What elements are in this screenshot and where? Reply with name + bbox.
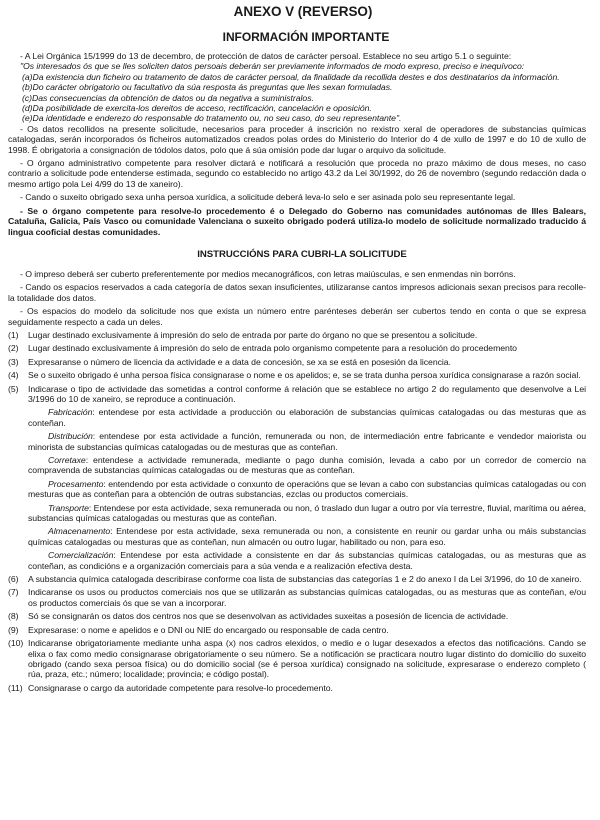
law-item-label: (c) [22,92,32,103]
numbered-instruction [8,357,586,367]
activity-text: : entendese por esta actividade a producción ou elaboración de substancias químicas catalogadas ou das mesturas que as conteñan. [28,407,586,428]
instruction-number: (9) [8,624,19,635]
activity-text: : entendese a actividade remunerada, mediante o pago dunha comisión, levada a cabo por un corredor de comercio na compravenda de substancias químicas catalogadas ou de mesturas que as conteñan. [28,455,586,476]
instruction-paragraph: - O impreso deberá ser cuberto preferentemente por medios mecanográficos, con letras maiúsculas, e sen enmendas nin borróns. [20,268,516,279]
activity-definition [8,431,586,452]
activity-term: Corretaxe [48,455,86,465]
activity-term: Procesamento [48,478,104,489]
info-paragraph: - Cando o suxeito obrigado sexa unha persoa xurídica, a solicitude deberá leva-lo selo e ser asinada polo seu representante legal. [20,192,516,203]
instructions-intro [8,269,586,327]
instruction-number: (7) [8,587,19,598]
law-item-text: Da posibilidade de exercita-los dereitos de acceso, rectificación, cancelación e oposición. [32,103,372,114]
numbered-instructions-top [8,330,586,404]
instruction-paragraph: - Os espacios do modelo da solicitude nos que exista un número entre parénteses deberán ser cubertos tendo en conta o que se expresa seguidamente respecto a cada un deles. [8,306,586,327]
numbered-instruction [8,611,586,621]
numbered-instruction [8,330,586,340]
numbered-instruction [8,370,586,380]
numbered-instruction [8,625,586,635]
law-item [8,72,586,82]
activity-term: Fabricación [48,407,93,418]
law-item-label: (d) [22,103,33,114]
instruction-number: (6) [8,574,19,585]
activity-definition [8,407,586,428]
law-item [8,113,586,123]
activity-definition [8,455,586,476]
instruction-number: (8) [8,611,19,622]
law-quote: "Os interesados ós que se lles soliciten datos persoais deberán ser previamente informados de modo expreso, preciso e inequívoco: [20,61,525,72]
info-bold-paragraph: - Se o órgano competente para resolve-lo procedemento é o Delegado do Goberno nas comunidades autónomas de Illes Balears, Cataluña, Galicia, País Vasco ou comunidade Valenciana o suxeito obrigado poderá utiliza-lo modelo de solicitude normalizado traducido á lingua cooficial destas comunidades. [8,205,586,237]
activity-text: : Entendese por esta actividade, sexa remunerada ou non, a consistente en reunir ou gardar unha ou máis substancias químicas catalogadas ou mesturas que as conteñan, nun almacén ou outro lugar, habilitado ou non, para eso. [28,526,586,547]
law-item-text: Da identidade e enderezo do responsable do tratamento ou, no seu caso, do seu representante". [32,113,402,124]
instruction-number: (11) [8,682,23,693]
activity-definitions [8,407,586,571]
numbered-instruction [8,574,586,584]
law-items-list [8,72,586,124]
law-item-text: Das consecuencias da obtención de datos ou da negativa a suministralos. [31,92,314,103]
numbered-instruction [8,384,586,405]
info-paragraphs [8,124,586,203]
instruction-number: (10) [8,638,24,649]
annex-title: ANEXO V (REVERSO) [233,4,373,19]
instructions-title: INSTRUCCIÓNS PARA CUBRI-LA SOLICITUDE [197,248,407,260]
instruction-text: Consignarase o cargo da autoridade competente para resolve-lo procedemento. [28,682,333,693]
instruction-text: Indicaranse os usos ou productos comerciais nos que se utilizarán as substancias químicas catalogadas, ou as mesturas que as conteñan, e/ou os productos comerciais ós que se van a incorporar. [28,587,586,608]
activity-definition [8,526,586,547]
activity-term: Transporte [48,502,89,513]
activity-text: : Entendese por esta actividade, sexa remunerada ou non, ó traslado dun lugar a outro por vía terrestre, fluvial, marítima ou aérea, substancias químicas catalogadas ou mesturas que as conteñan. [28,502,586,524]
instruction-text: Indicarase o tipo de actividade das sometidas a control conforme á relación que se establece no artigo 2 do regulamento que desenvolve a Lei 3/1996 do 10 de xaneiro, se reproduce a continuación. [28,383,586,404]
numbered-instructions-bottom [8,574,586,693]
instruction-number: (1) [8,329,19,340]
instruction-text: Lugar destinado exclusivamente á impresión do selo de entrada por parte do órgano no que se presentou a solicitude. [28,329,478,340]
instruction-number: (5) [8,383,19,394]
activity-text: : Entendese por esta actividade a consistente en dar ás substancias químicas catalogadas, ou as mesturas que as conteñan, as condicións e a organización comerciais para a súa venda e a realización efectiva desta. [28,550,586,571]
instruction-paragraph: - Cando os espacios reservados a cada categoría de datos sexan insuficientes, utilizaranse cantos impresos adicionais sexan precisos para recolle-la totalidade dos datos. [8,282,586,303]
instruction-text: Lugar destinado exclusivamente á impresión do selo de entrada polo organismo competente para a resolución do procedemento [28,343,517,354]
activity-definition [8,550,586,571]
instruction-number: (3) [8,356,19,367]
instruction-number: (4) [8,370,19,381]
numbered-instruction [8,683,586,693]
instruction-number: (2) [8,343,19,354]
law-item-label: (e) [22,113,33,124]
instruction-text: Indicaranse obrigatoriamente mediante unha aspa (x) nos cadros elexidos, o medio e o lugar desexados a efectos das notificacións. Cando se elixa o fax como medio consignarase obrigatoriamente o seu número. Se a notificación se practicara noutro lugar distinto do domicilio do suxeito obrigado (cando sexa persoa física) ou do domicilio social (se é persoa xurídica) consignado na solicitude, expresarase o enderezo completo ( rúa, praza, etc.; número; localidade; provincia; e código postal). [28,638,586,680]
law-item-label: (b) [22,82,33,93]
law-item [8,93,586,103]
activity-text: : entendese por esta actividade a función, remunerada ou non, de intermediación entre fabricante e vendedor maiorista ou minorista de substancias químicas catalogadas ou de mesturas que as conteñan. [28,431,586,452]
instruction-text: Só se consignarán os datos dos centros nos que se desenvolvan as actividades suxeitas a posesión de licencia de actividade. [28,611,509,622]
activity-term: Comercialización [48,550,114,561]
instruction-text: Expresarase: o nome e apelidos e o DNI ou NIE do encargado ou responsable de cada centro. [28,624,389,635]
instruction-text: A substancia química catalogada describirase conforme coa lista de substancias das categorías 1 e 2 do anexo I da Lei 3/1996, do 10 de xaneiro. [28,574,582,585]
numbered-instruction [8,343,586,353]
law-item [8,82,586,92]
activity-term: Distribución [48,431,93,442]
activity-text: : entendendo por esta actividade o conxunto de operacións que se levan a cabo con substancias químicas catalogadas ou con mesturas que as conteñan para a obtención de outras substancias, ezclas ou productos comerciais. [28,478,586,500]
law-item-text: Da existencia dun ficheiro ou tratamento de datos de carácter persoal, da finalidade da recollida destes e dos destinatarios da información. [32,71,560,82]
info-paragraph: - O órgano administrativo competente para resolver dictará e notificará a resolución que proceda no prazo máximo de dous meses, no caso contrario a solicitude pode entenderse estimada, segundo co establecido no artigo 43.2 da Lei 30/1992, do 26 de novembro (segundo redacción dada o mesmo artigo pola Lei 4/99 do 13 de xaneiro). [8,158,586,189]
info-section-title: INFORMACIÓN IMPORTANTE [222,30,390,44]
activity-definition [8,479,586,500]
instruction-text: Se o suxeito obrigado é unha persoa física consignarase o nome e os apelidos; e, se se trata dunha persoa xurídica consignarase a razón social. [28,370,581,381]
numbered-instruction [8,587,586,608]
instruction-text: Expresaranse o número de licencia da actividade e a data de concesión, se xa se está en posesión da licencia. [28,356,451,367]
numbered-instruction [8,638,586,680]
activity-term: Almacenamento [48,526,111,537]
law-item [8,103,586,113]
law-intro: - A Lei Orgánica 15/1999 do 13 de decembro, de protección de datos de carácter persoal. Establece no seu artigo 5.1 o seguinte: [20,51,512,61]
law-item-text: Do carácter obrigatorio ou facultativo da súa resposta ás preguntas que lles sexan formuladas. [32,82,393,93]
activity-definition [8,503,586,524]
law-item-label: (a) [22,71,33,82]
info-paragraph: - Os datos recollidos na presente solicitude, necesarios para proceder á inscrición no rexistro xeral de operadores de substancias químicas catalogadas, serán incorporados ós ficheiros automatizados creados polas ordes do Ministerio do Interior do 4 de xullo de 1997 e do 10 de xullo de 1998. É obrigatoria a consignación de tódolos datos, polo que á súa omisión pode dar lugar o arquivo da solicitude. [8,123,586,155]
